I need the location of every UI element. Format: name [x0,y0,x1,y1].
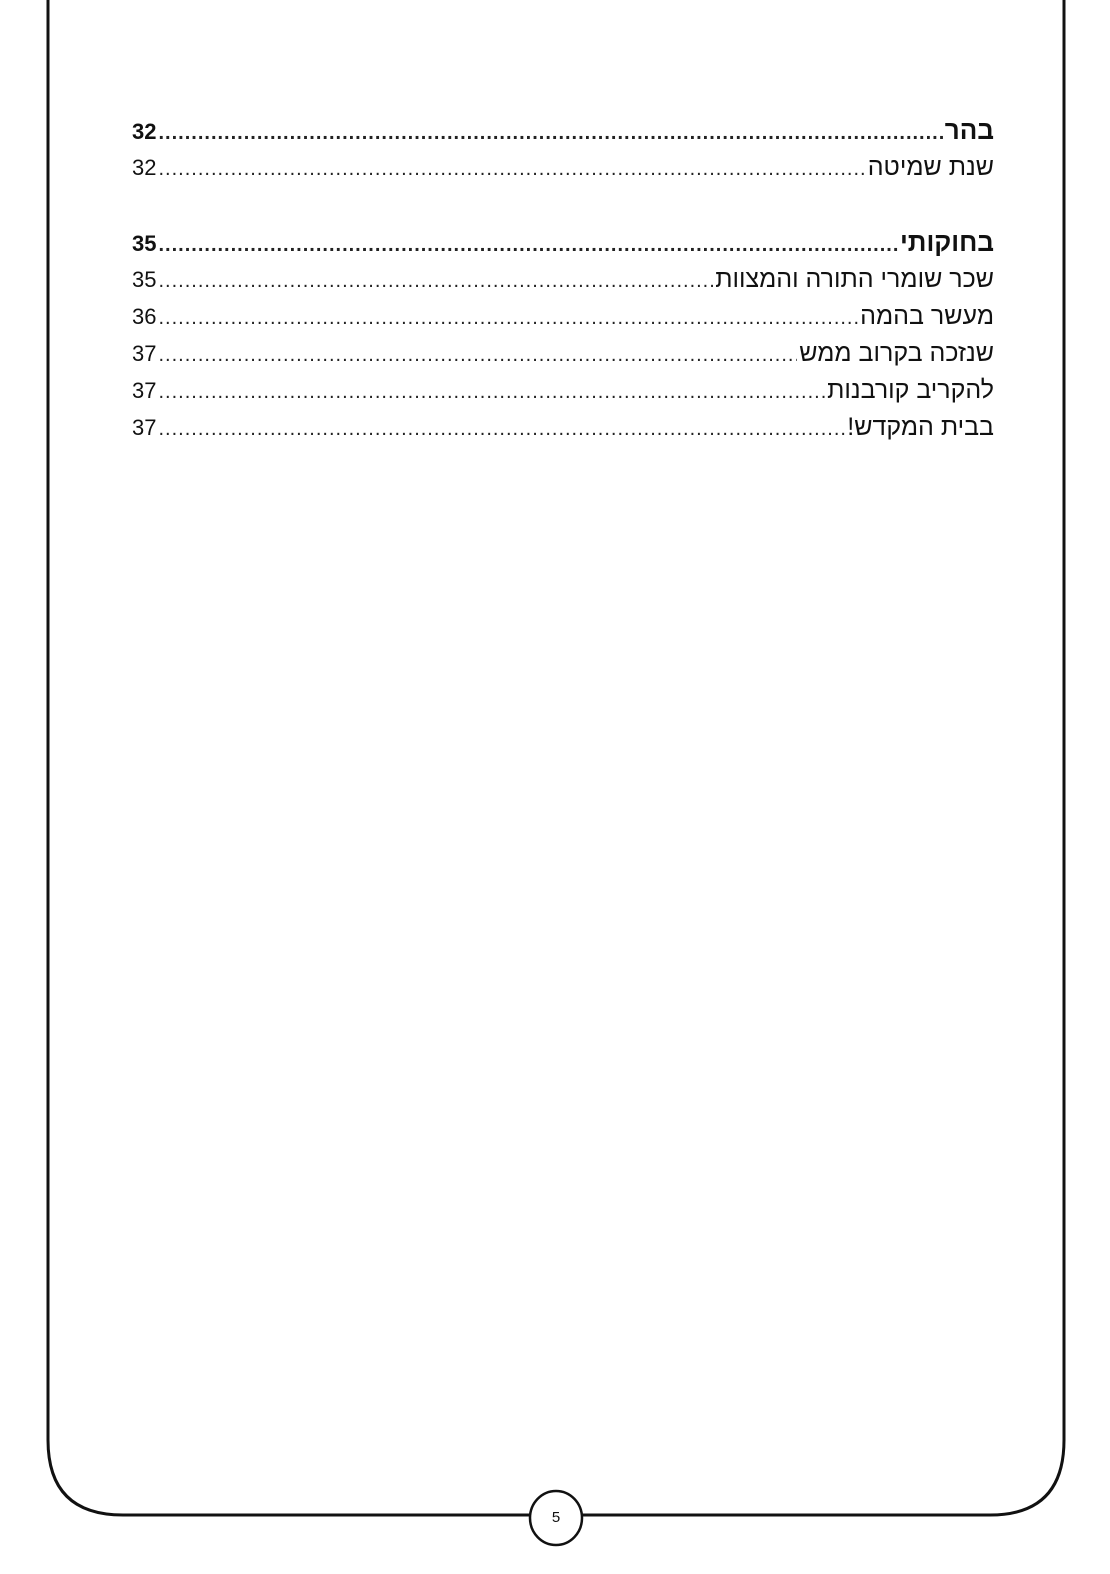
leader-dots [158,374,825,411]
leader-dots [158,227,897,264]
toc-entry-title: מעשר בהמה [860,302,994,330]
toc-heading-page: 35 [132,231,157,256]
toc-section-bechukotai [132,224,994,446]
toc-entry-row[interactable] [132,261,994,298]
table-of-contents [132,112,994,484]
toc-entry-page: 37 [132,378,157,403]
leader-dots [158,263,713,300]
toc-entry-row[interactable] [132,409,994,446]
toc-entry-title: שנזכה בקרוב ממש [799,339,994,367]
toc-entry-row[interactable] [132,335,994,372]
page-number: 5 [551,1509,561,1526]
toc-section-behar [132,112,994,186]
toc-heading-title: בחוקותי [899,227,994,257]
toc-heading-page: 32 [132,119,157,144]
toc-entry-row[interactable] [132,149,994,186]
toc-heading-row[interactable] [132,112,994,149]
toc-heading-row[interactable] [132,224,994,261]
toc-entry-page: 32 [132,155,157,180]
toc-entry-title: להקריב קורבנות [827,376,994,404]
leader-dots [158,337,797,374]
leader-dots [158,300,858,337]
toc-entry-page: 35 [132,267,157,292]
toc-entry-title: בבית המקדש! [847,413,994,441]
leader-dots [158,151,865,188]
toc-entry-page: 37 [132,341,157,366]
toc-entry-title: שנת שמיטה [867,153,994,181]
toc-entry-row[interactable] [132,298,994,335]
leader-dots [158,115,942,152]
toc-entry-page: 37 [132,415,157,440]
toc-heading-title: בהר [944,115,994,145]
toc-entry-page: 36 [132,304,157,329]
leader-dots [158,411,845,448]
toc-entry-row[interactable] [132,372,994,409]
toc-entry-title: שכר שומרי התורה והמצוות [715,265,994,293]
